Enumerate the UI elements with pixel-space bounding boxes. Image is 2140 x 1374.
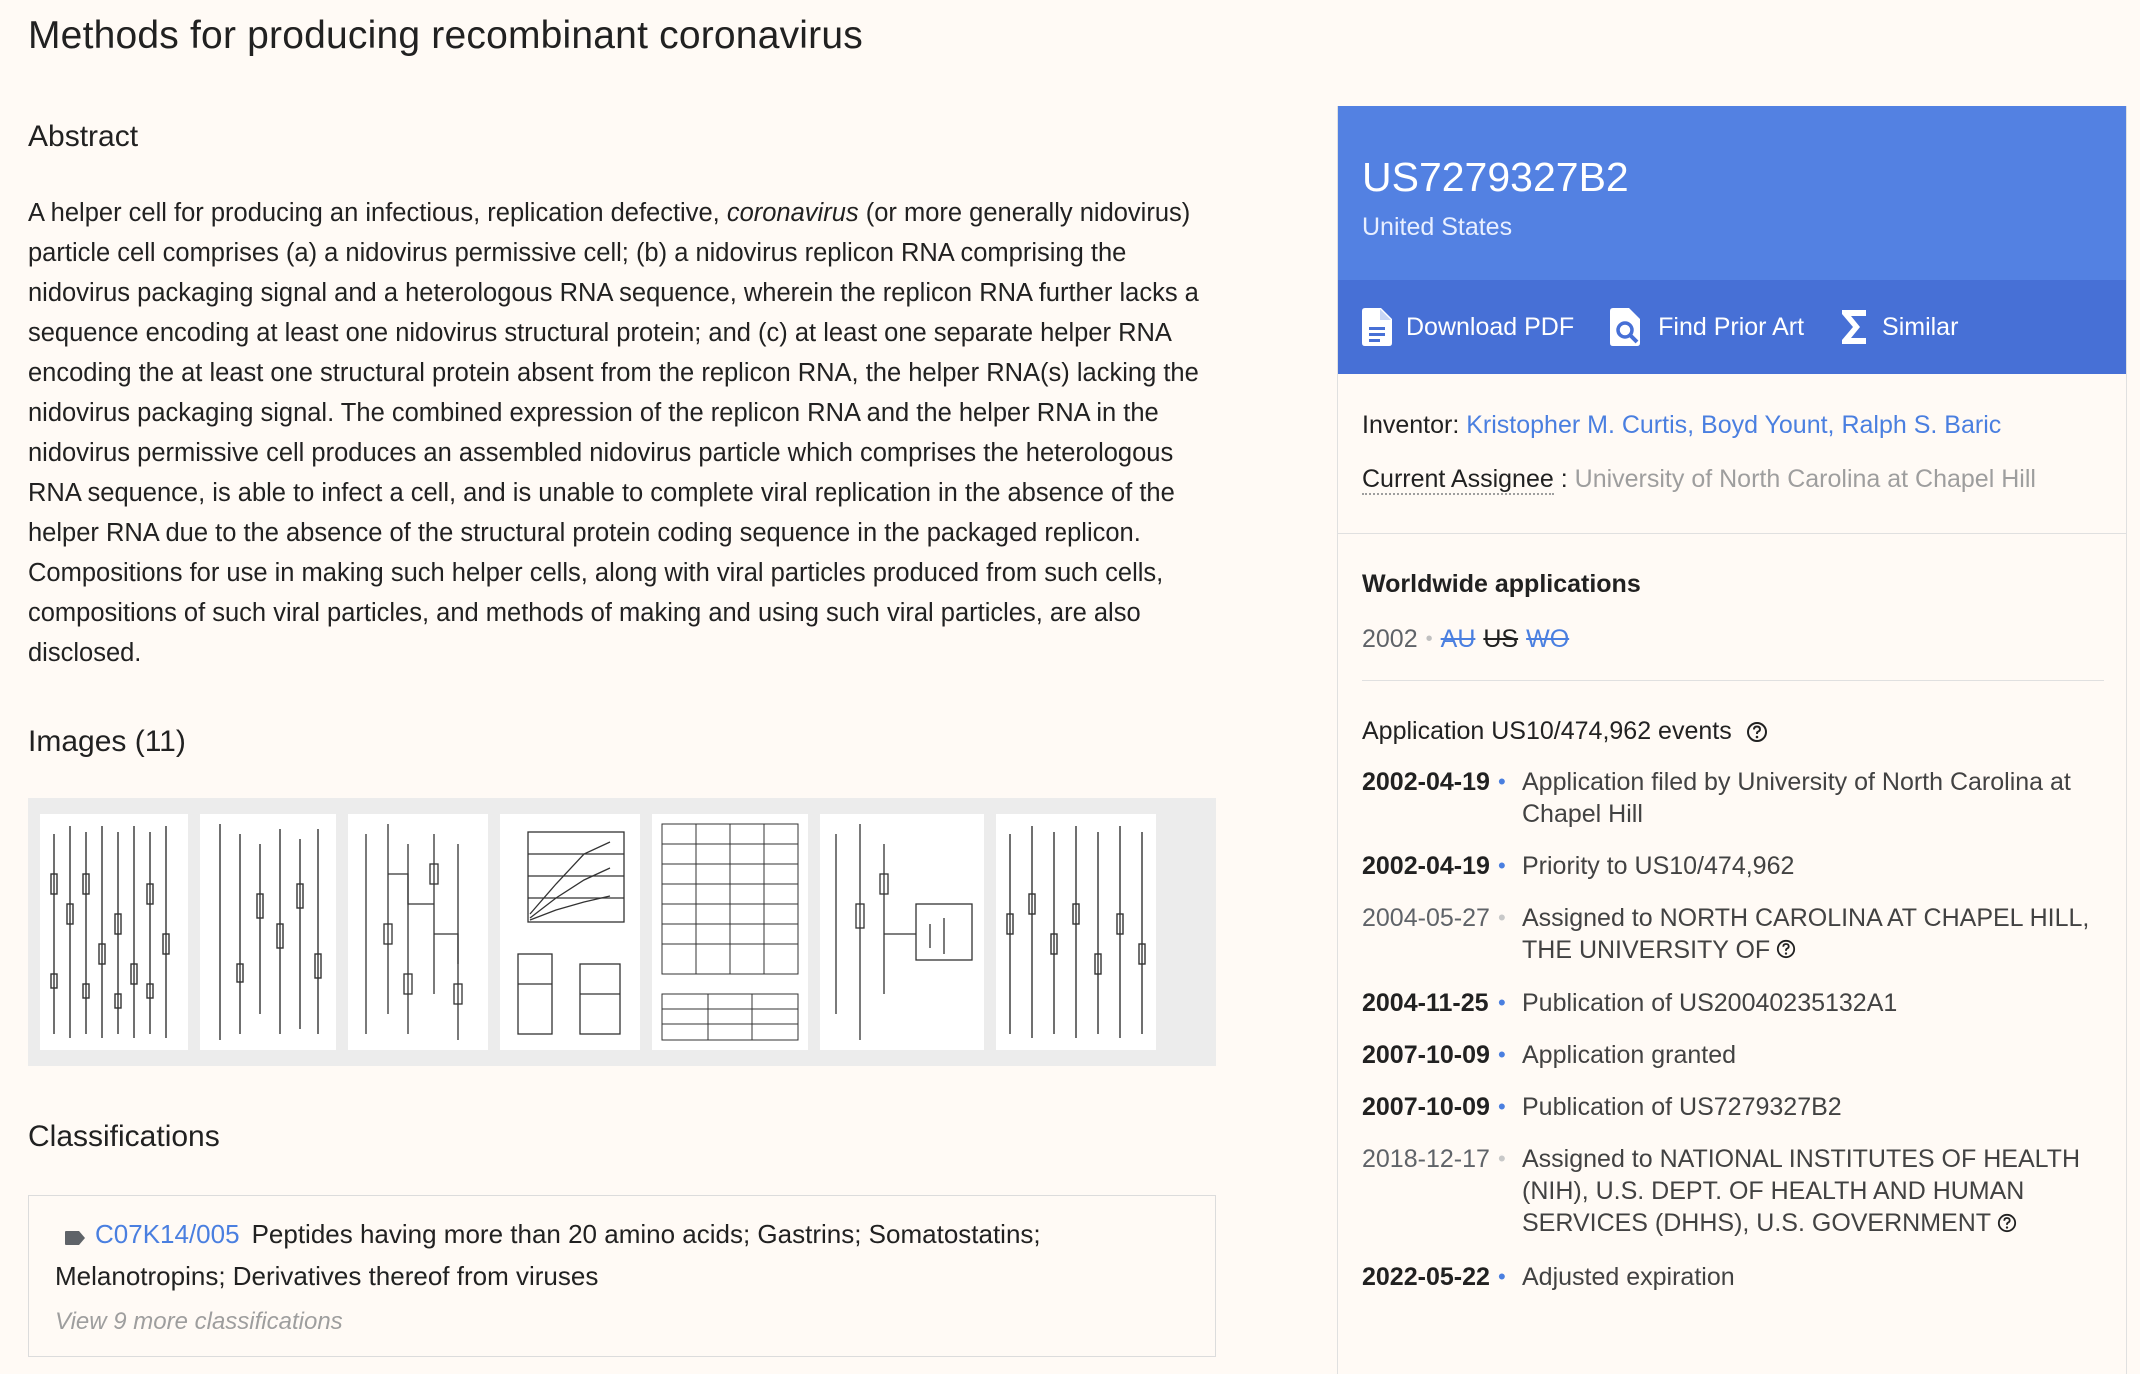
publication-number: US7279327B2 [1362, 154, 1629, 200]
sigma-icon [1840, 310, 1868, 344]
assignee-separator: : [1560, 465, 1568, 493]
event-date: 2002-04-19 [1362, 852, 1490, 880]
event-date: 2002-04-19 [1362, 768, 1490, 796]
event-bullet: • [1498, 905, 1506, 930]
event-item [1362, 1143, 2102, 1240]
search-document-icon [1610, 308, 1644, 346]
event-item [1362, 1091, 2102, 1123]
patent-image-thumbnail[interactable] [348, 814, 488, 1050]
classification-code-link[interactable]: C07K14/005 [95, 1219, 240, 1249]
application-events [1338, 681, 2126, 1293]
patent-image-thumbnail[interactable] [200, 814, 336, 1050]
classifications-box [28, 1195, 1216, 1357]
event-text: Publication of US20040235132A1 [1522, 989, 1898, 1018]
event-text: Priority to US10/474,962 [1522, 852, 1795, 880]
patent-image-thumbnail[interactable] [652, 814, 808, 1050]
patent-image-thumbnail[interactable] [500, 814, 640, 1050]
event-item [1362, 987, 2102, 1019]
event-date: 2004-11-25 [1362, 989, 1489, 1018]
worldwide-year: 2002 [1362, 625, 1418, 653]
event-text-wrap [1522, 902, 2092, 967]
worldwide-applications [1338, 534, 2126, 681]
find-prior-art-button[interactable] [1610, 308, 1804, 346]
help-circle-icon[interactable] [1776, 935, 1796, 967]
abstract-text-part: A helper cell for producing an infectious, replication defective, [28, 199, 727, 227]
classification-description: Peptides having more than 20 amino acids; Gastrins; Somatostatins; Melanotropins; Derivatives thereof from viruses [55, 1219, 1041, 1292]
classifications-heading: Classifications [28, 1120, 220, 1153]
event-date: 2022-05-22 [1362, 1262, 1490, 1291]
assignee-label[interactable]: Current Assignee [1362, 465, 1554, 493]
download-pdf-button[interactable] [1362, 308, 1574, 346]
event-bullet: • [1498, 1146, 1506, 1172]
patent-country: United States [1362, 213, 1513, 241]
abstract-text-part: (or more generally nidovirus) particle cell comprises (a) a nidovirus permissive cell; (b) a nidovirus replicon RNA comprising the nidovirus packaging signal and a heterologous RNA sequence, wherein the replicon RNA further lacks a sequence encoding at least one nidovirus structural protein; and (c) at least one separate helper RNA encoding the at least one structural protein absent from the replicon RNA, the helper RNA(s) lacking the nidovirus packaging signal. The combined expression of the replicon RNA and the helper RNA in the nidovirus permissive cell produces an assembled nidovirus particle which comprises the heterologous RNA sequence, is able to infect a cell, and is unable to complete viral replication in the absence of the helper RNA due to the absence of the structural protein coding sequence in the packaged replicon. Compositions for use in making such helper cells, along with viral particles produced from such cells, compositions of such viral particles, and methods of making and using such viral particles, are also disclosed. [28, 199, 1199, 667]
event-item [1362, 1261, 2102, 1293]
event-bullet: • [1498, 1263, 1506, 1289]
event-bullet: • [1498, 1094, 1506, 1120]
assignee-value: University of North Carolina at Chapel Hill [1574, 465, 2036, 493]
patent-image-thumbnail[interactable] [996, 814, 1156, 1050]
inventor-label: Inventor: [1362, 411, 1460, 439]
find-prior-art-label: Find Prior Art [1658, 312, 1805, 341]
event-item [1362, 902, 2102, 967]
event-bullet: • [1498, 769, 1506, 794]
images-heading: Images (11) [28, 725, 186, 758]
image-carousel[interactable] [28, 798, 1216, 1066]
patent-header [1338, 106, 2126, 280]
patent-image-thumbnail[interactable] [40, 814, 188, 1050]
event-text: Application filed by University of North Carolina at Chapel Hill [1522, 768, 2071, 828]
event-text: Assigned to NATIONAL INSTITUTES OF HEALTH (NIH), U.S. DEPT. OF HEALTH AND HUMAN SERVICES (DHHS), U.S. GOVERNMENT [1522, 1145, 2080, 1238]
country-link-wo[interactable]: WO [1526, 625, 1570, 653]
event-bullet: • [1498, 1042, 1506, 1068]
event-text: Application granted [1522, 1041, 1737, 1070]
event-text: Adjusted expiration [1522, 1262, 1735, 1291]
event-text: Publication of US7279327B2 [1522, 1093, 1842, 1122]
help-circle-icon[interactable] [1746, 721, 1768, 743]
event-bullet: • [1498, 990, 1506, 1016]
inventor-link[interactable]: Boyd Yount [1701, 411, 1828, 439]
inventors-row: Inventor: Kristopher M. Curtis, Boyd Yount, Ralph S. Baric [1362, 411, 2002, 439]
classification-item [55, 1214, 1189, 1296]
worldwide-row [1362, 625, 2102, 654]
worldwide-heading: Worldwide applications [1362, 570, 1641, 598]
assignee-row [1362, 462, 2102, 496]
abstract-heading: Abstract [28, 120, 139, 153]
similar-button[interactable] [1840, 310, 1958, 344]
event-bullet: • [1498, 853, 1506, 878]
patent-actions-bar [1338, 280, 2126, 374]
events-heading-row [1362, 717, 2102, 746]
similar-label: Similar [1882, 312, 1959, 341]
patent-image-thumbnail[interactable] [820, 814, 984, 1050]
event-date: 2004-05-27 [1362, 904, 1490, 932]
country-link-au[interactable]: AU [1440, 625, 1476, 653]
event-date: 2007-10-09 [1362, 1093, 1490, 1122]
view-more-classifications-link[interactable]: View 9 more classifications [55, 1308, 343, 1335]
pdf-file-icon [1362, 308, 1392, 346]
page-title: Methods for producing recombinant coronavirus [28, 14, 863, 57]
events-heading: Application US10/474,962 events [1362, 717, 1732, 745]
inventor-link[interactable]: Ralph S. Baric [1841, 411, 2002, 439]
tag-icon [65, 1216, 85, 1256]
patent-sidebar [1337, 106, 2127, 1374]
help-circle-icon[interactable] [1997, 1209, 2017, 1241]
event-item [1362, 850, 2102, 882]
event-date: 2007-10-09 [1362, 1041, 1490, 1070]
inventor-link[interactable]: Kristopher M. Curtis [1466, 411, 1688, 439]
event-item [1362, 1039, 2102, 1071]
event-date: 2018-12-17 [1362, 1145, 1490, 1174]
event-text-wrap [1522, 1143, 2092, 1240]
event-text: Assigned to NORTH CAROLINA AT CHAPEL HILL, THE UNIVERSITY OF [1522, 904, 2090, 964]
separator-dot: • [1425, 628, 1433, 650]
abstract-text [28, 193, 1208, 673]
event-item [1362, 766, 2102, 830]
country-link-us[interactable]: US [1483, 625, 1519, 653]
download-pdf-label: Download PDF [1406, 312, 1575, 341]
abstract-italic-term: coronavirus [726, 199, 859, 227]
people-section [1338, 374, 2126, 534]
